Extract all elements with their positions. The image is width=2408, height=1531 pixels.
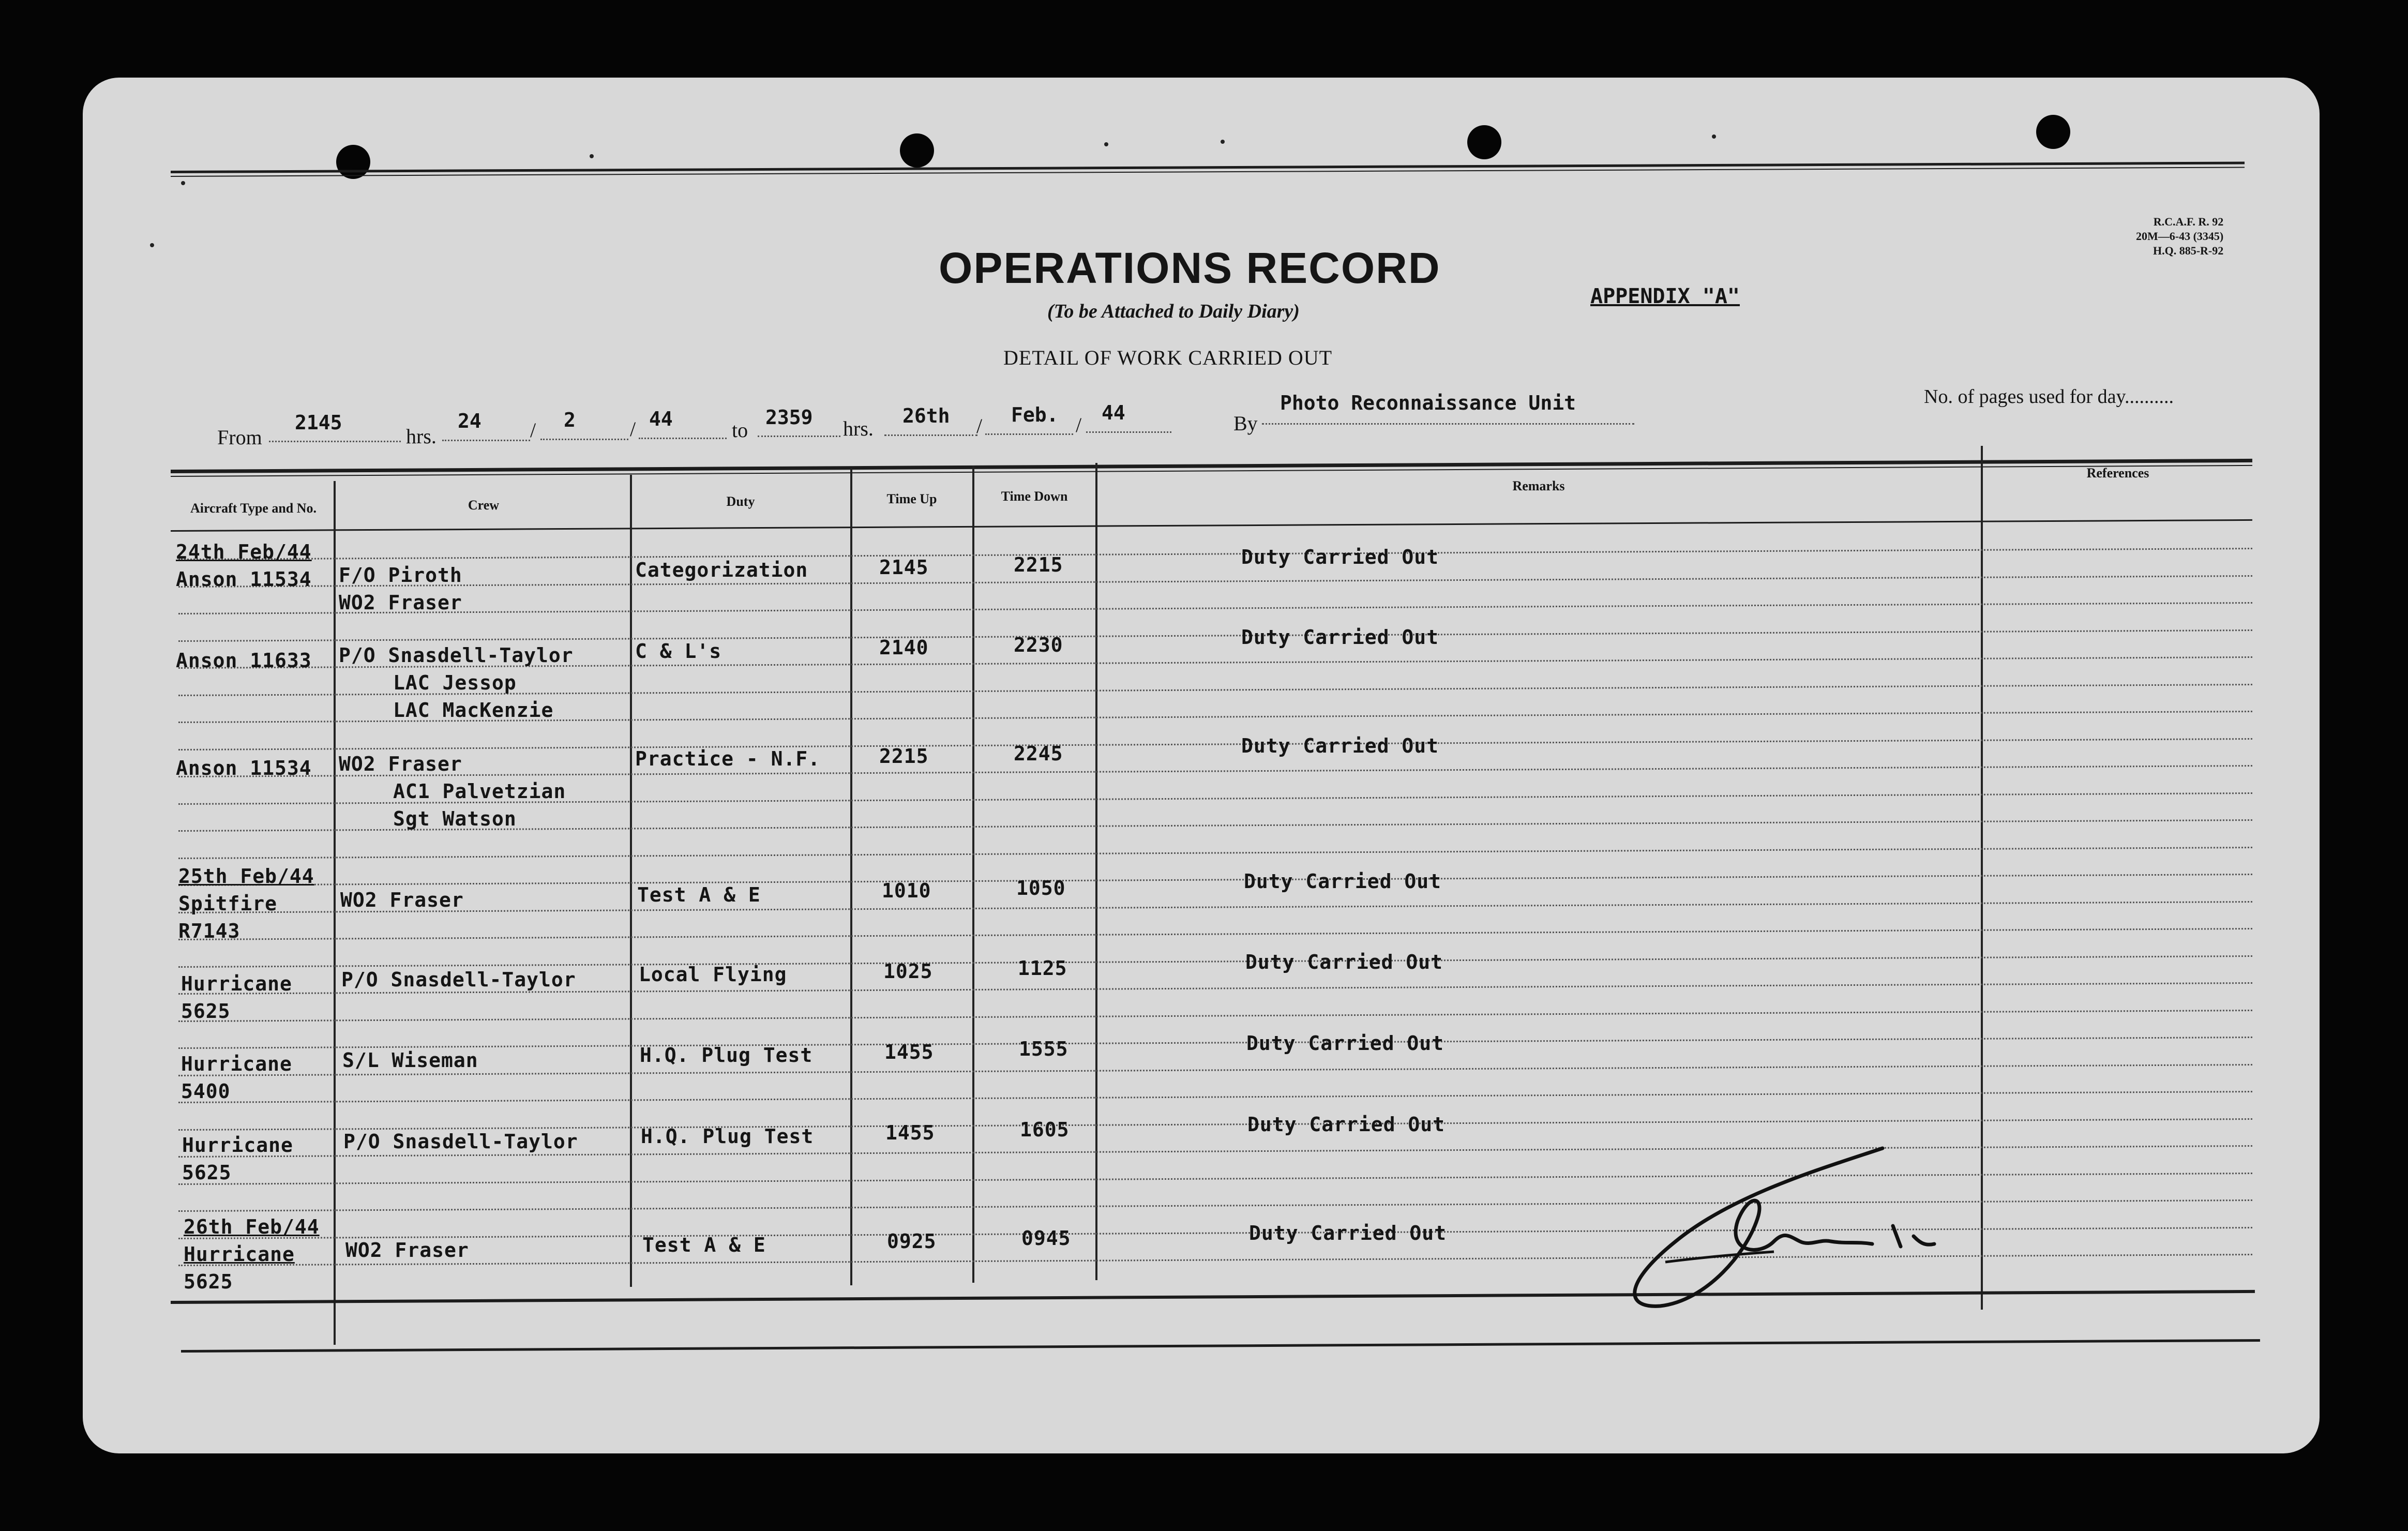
crew-cell: LAC MacKenzie [393, 699, 554, 722]
duty-cell: H.Q. Plug Test [641, 1125, 814, 1148]
time-down-cell: 1605 [1020, 1118, 1070, 1141]
col-timeup-header: Time Up [886, 491, 937, 506]
duty-cell: C & L's [635, 640, 722, 663]
duty-cell: Categorization [635, 559, 808, 581]
form-title: OPERATIONS RECORD [939, 244, 1441, 292]
form-subtitle: (To be Attached to Daily Diary) [1047, 301, 1300, 322]
time-down-cell: 2245 [1014, 742, 1063, 765]
aircraft-cell: Anson 11633 [176, 649, 312, 672]
col-references-header: References [2086, 466, 2149, 481]
aircraft-cell: Anson 11534 [176, 568, 312, 591]
punch-hole [336, 145, 370, 179]
crew-cell: P/O Snasdell-Taylor [339, 644, 574, 667]
remarks-cell: Duty Carried Out [1249, 1222, 1447, 1244]
col-crew-header: Crew [468, 498, 500, 513]
duty-cell: Local Flying [639, 963, 787, 986]
aircraft-cell: R7143 [178, 920, 240, 942]
remarks-cell: Duty Carried Out [1247, 1113, 1446, 1136]
punch-hole [900, 133, 934, 168]
to-month: Feb. [1011, 403, 1059, 426]
crew-cell: Sgt Watson [393, 807, 517, 830]
time-up-cell: 1010 [882, 879, 931, 902]
date-label: 26th Feb/44 [184, 1215, 320, 1238]
detail-heading: DETAIL OF WORK CARRIED OUT [1003, 346, 1333, 369]
crew-cell: WO2 Fraser [339, 753, 462, 775]
appendix-label: APPENDIX "A" [1590, 284, 1740, 308]
time-up-cell: 1455 [884, 1041, 934, 1063]
aircraft-cell: Anson 11534 [176, 757, 312, 779]
time-down-cell: 1125 [1018, 957, 1067, 980]
signature [1603, 1138, 1996, 1314]
duty-cell: Practice - N.F. [635, 747, 821, 770]
aircraft-cell: 5625 [182, 1161, 232, 1184]
time-down-cell: 2215 [1014, 553, 1063, 576]
from-label: From [217, 426, 262, 449]
date-label: 24th Feb/44 [176, 541, 312, 563]
time-up-cell: 1455 [885, 1121, 935, 1144]
date-label: 25th Feb/44 [178, 865, 314, 888]
col-duty-header: Duty [726, 494, 755, 509]
crew-cell: LAC Jessop [393, 671, 517, 694]
from-day: 24 [458, 410, 481, 432]
remarks-cell: Duty Carried Out [1241, 734, 1439, 757]
duty-cell: Test A & E [637, 883, 761, 906]
duty-cell: H.Q. Plug Test [640, 1044, 813, 1067]
form-code: R.C.A.F. R. 92 20M—6-43 (3345) H.Q. 885-R-92 [2136, 215, 2224, 257]
col-timedown-header: Time Down [1001, 489, 1068, 504]
time-down-cell: 1555 [1019, 1038, 1068, 1060]
time-down-cell: 0945 [1021, 1227, 1071, 1250]
from-month: 2 [564, 409, 576, 431]
punch-hole [2036, 115, 2070, 149]
punch-hole [1467, 125, 1501, 159]
aircraft-cell: Hurricane [184, 1243, 295, 1266]
to-day: 26th [902, 404, 950, 427]
time-up-cell: 2140 [879, 636, 929, 659]
crew-cell: P/O Snasdell-Taylor [341, 968, 576, 991]
by-label: By [1233, 412, 1258, 435]
aircraft-cell: 5625 [181, 1000, 231, 1023]
from-time: 2145 [295, 411, 342, 434]
aircraft-cell: Hurricane [181, 972, 292, 995]
crew-cell: WO2 Fraser [340, 889, 464, 911]
crew-cell: F/O Piroth [339, 564, 462, 587]
aircraft-cell: 5625 [184, 1270, 233, 1293]
to-label: to [732, 418, 748, 442]
remarks-cell: Duty Carried Out [1246, 1032, 1444, 1055]
crew-cell: WO2 Fraser [345, 1239, 469, 1262]
time-up-cell: 1025 [883, 960, 933, 983]
time-up-cell: 0925 [887, 1230, 937, 1253]
remarks-cell: Duty Carried Out [1241, 546, 1439, 568]
time-down-cell: 2230 [1014, 634, 1063, 656]
crew-cell: P/O Snasdell-Taylor [343, 1130, 578, 1153]
pages-used-label: No. of pages used for day.......... [1924, 386, 2174, 408]
remarks-cell: Duty Carried Out [1245, 951, 1443, 973]
aircraft-cell: 5400 [181, 1080, 231, 1103]
aircraft-cell: Hurricane [181, 1053, 292, 1075]
time-up-cell: 2215 [879, 745, 929, 768]
aircraft-cell: Spitfire [178, 892, 278, 915]
to-year: 44 [1102, 401, 1125, 424]
from-year: 44 [649, 408, 673, 430]
duty-cell: Test A & E [642, 1234, 766, 1256]
col-aircraft-header: Aircraft Type and No. [190, 501, 317, 516]
unit-name: Photo Reconnaissance Unit [1280, 392, 1576, 414]
crew-cell: WO2 Fraser [339, 591, 462, 614]
crew-cell: S/L Wiseman [342, 1049, 478, 1072]
remarks-cell: Duty Carried Out [1241, 626, 1439, 649]
remarks-cell: Duty Carried Out [1244, 870, 1442, 893]
col-remarks-header: Remarks [1512, 478, 1565, 493]
hrs-label: hrs. [406, 425, 437, 448]
aircraft-cell: Hurricane [182, 1134, 293, 1157]
time-up-cell: 2145 [879, 556, 929, 579]
to-time: 2359 [765, 406, 813, 429]
crew-cell: AC1 Palvetzian [393, 780, 566, 803]
time-down-cell: 1050 [1016, 877, 1066, 899]
